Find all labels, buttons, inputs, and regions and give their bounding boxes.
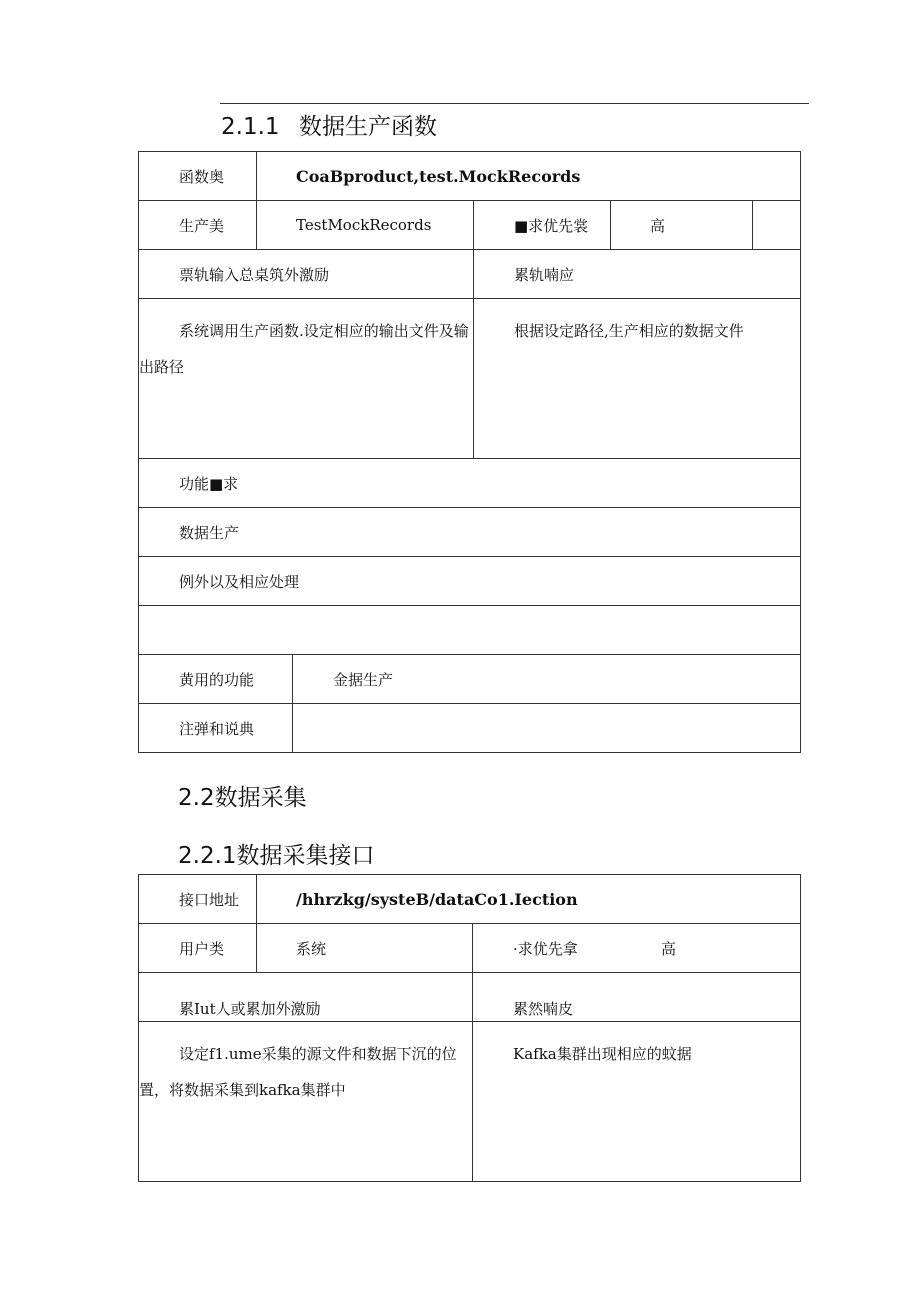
empty-cell	[753, 201, 801, 250]
top-rule	[220, 103, 809, 104]
interface-address-label: 接口地址	[139, 875, 257, 924]
function-requirement-label: 功能■求	[139, 459, 801, 508]
user-type-label: 用户类	[139, 924, 257, 973]
input-stimulus-text: 系统调用生产函数.设定相应的输出文件及输出路径	[139, 299, 474, 459]
priority-label: ·求优先拿	[513, 939, 578, 958]
response-text: 根据设定路径,生产相应的数据文件	[474, 299, 801, 459]
used-function-label: 黄用的功能	[139, 655, 293, 704]
table-data-collection	[138, 874, 801, 1182]
priority-cell	[473, 924, 801, 973]
used-function-value: 金据生产	[293, 655, 801, 704]
function-name-value: CoaBproduct,test.MockRecords	[257, 152, 801, 201]
input-stimulus-label: 票轨输入总桌筑外激励	[139, 250, 474, 299]
user-type-value: 系统	[257, 924, 473, 973]
producer-value: TestMockRecords	[257, 201, 474, 250]
section-heading-2-1-1	[221, 116, 437, 139]
table-data-production	[138, 151, 801, 753]
input-stimulus-text: 设定f1.ume采集的源文件和数据下沉的位置，将数据采集到kafka集群中	[139, 1022, 473, 1182]
response-text: Kafka集群出现相应的蚊据	[473, 1022, 801, 1182]
section-number: 2.1.1	[221, 114, 280, 140]
function-name-label: 函数奥	[139, 152, 257, 201]
section-heading-2-2-1: 2.2.1数据采集接口	[178, 843, 375, 869]
priority-label: ■求优先裳	[474, 201, 611, 250]
response-label: 累轨喃应	[474, 250, 801, 299]
function-requirement-text: 数据生产	[139, 508, 801, 557]
response-label: 累然喃皮	[473, 973, 801, 1022]
interface-address-value: /hhrzkg/systeB/dataCo1.Iection	[257, 875, 801, 924]
section-heading-2-2: 2.2数据采集	[178, 785, 307, 811]
producer-label: 生产美	[139, 201, 257, 250]
priority-value: 高	[611, 201, 753, 250]
exception-handling-text	[139, 606, 801, 655]
exception-handling-label: 例外以及相应处理	[139, 557, 801, 606]
notes-label: 注弹和说典	[139, 704, 293, 753]
priority-value: 高	[661, 939, 677, 958]
notes-value	[293, 704, 801, 753]
input-stimulus-label: 累Iut人或累加外激励	[139, 973, 473, 1022]
section-title: 数据生产函数	[299, 114, 437, 140]
